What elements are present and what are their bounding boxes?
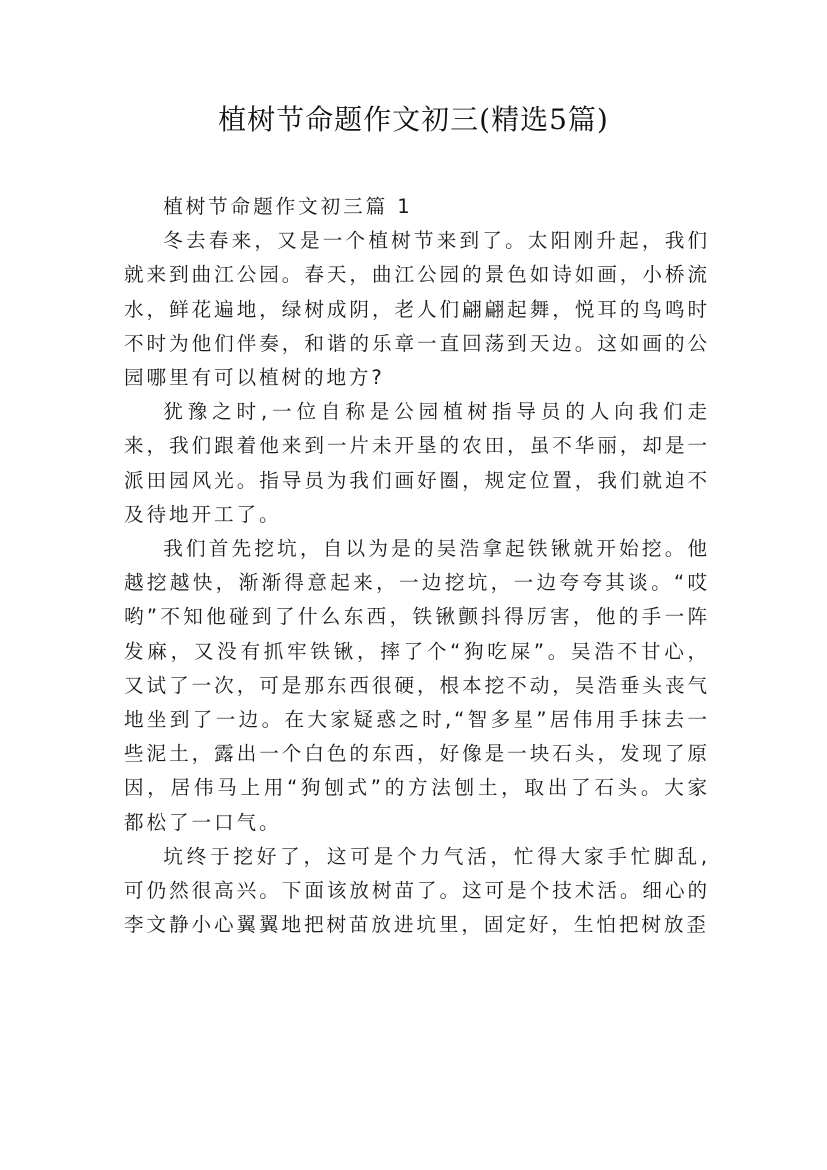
paragraph: 犹豫之时,一位自称是公园植树指导员的人向我们走来，我们跟着他来到一片未开垦的农田，虽不华丽，却是一派田园风光。指导员为我们画好圈，规定位置，我们就迫不及待地开工了。 xyxy=(124,400,710,526)
paragraph: 坑终于挖好了，这可是个力气活，忙得大家手忙脚乱,可仍然很高兴。下面该放树苗了。这可是个技术活。细心的李文静小心翼翼地把树苗放进坑里，固定好，生怕把树放歪 xyxy=(124,844,710,937)
document-title: 植树节命题作文初三(精选5篇) xyxy=(218,103,609,136)
document-body xyxy=(124,190,710,942)
paragraph: 我们首先挖坑，自以为是的吴浩拿起铁锹就开始挖。他越挖越快，渐渐得意起来，一边挖坑，一边夸夸其谈。“哎哟”不知他碰到了什么东西，铁锹颤抖得厉害，他的手一阵发麻，又没有抓牢铁锹，摔了个“狗吃屎”。吴浩不甘心，又试了一次，可是那东西很硬，根本挖不动，吴浩垂头丧气地坐到了一边。在大家疑惑之时,“智多星”居伟用手抹去一些泥土，露出一个白色的东西，好像是一块石头，发现了原因，居伟马上用“狗刨式”的方法刨土，取出了石头。大家都松了一口气。 xyxy=(124,537,710,834)
paragraph: 冬去春来，又是一个植树节来到了。太阳刚升起，我们就来到曲江公园。春天，曲江公园的景色如诗如画，小桥流水，鲜花遍地，绿树成阴，老人们翩翩起舞，悦耳的鸟鸣时不时为他们伴奏，和谐的乐章一直回荡到天边。这如画的公园哪里有可以植树的地方? xyxy=(124,229,710,390)
section-heading: 植树节命题作文初三篇 1 xyxy=(163,195,413,218)
